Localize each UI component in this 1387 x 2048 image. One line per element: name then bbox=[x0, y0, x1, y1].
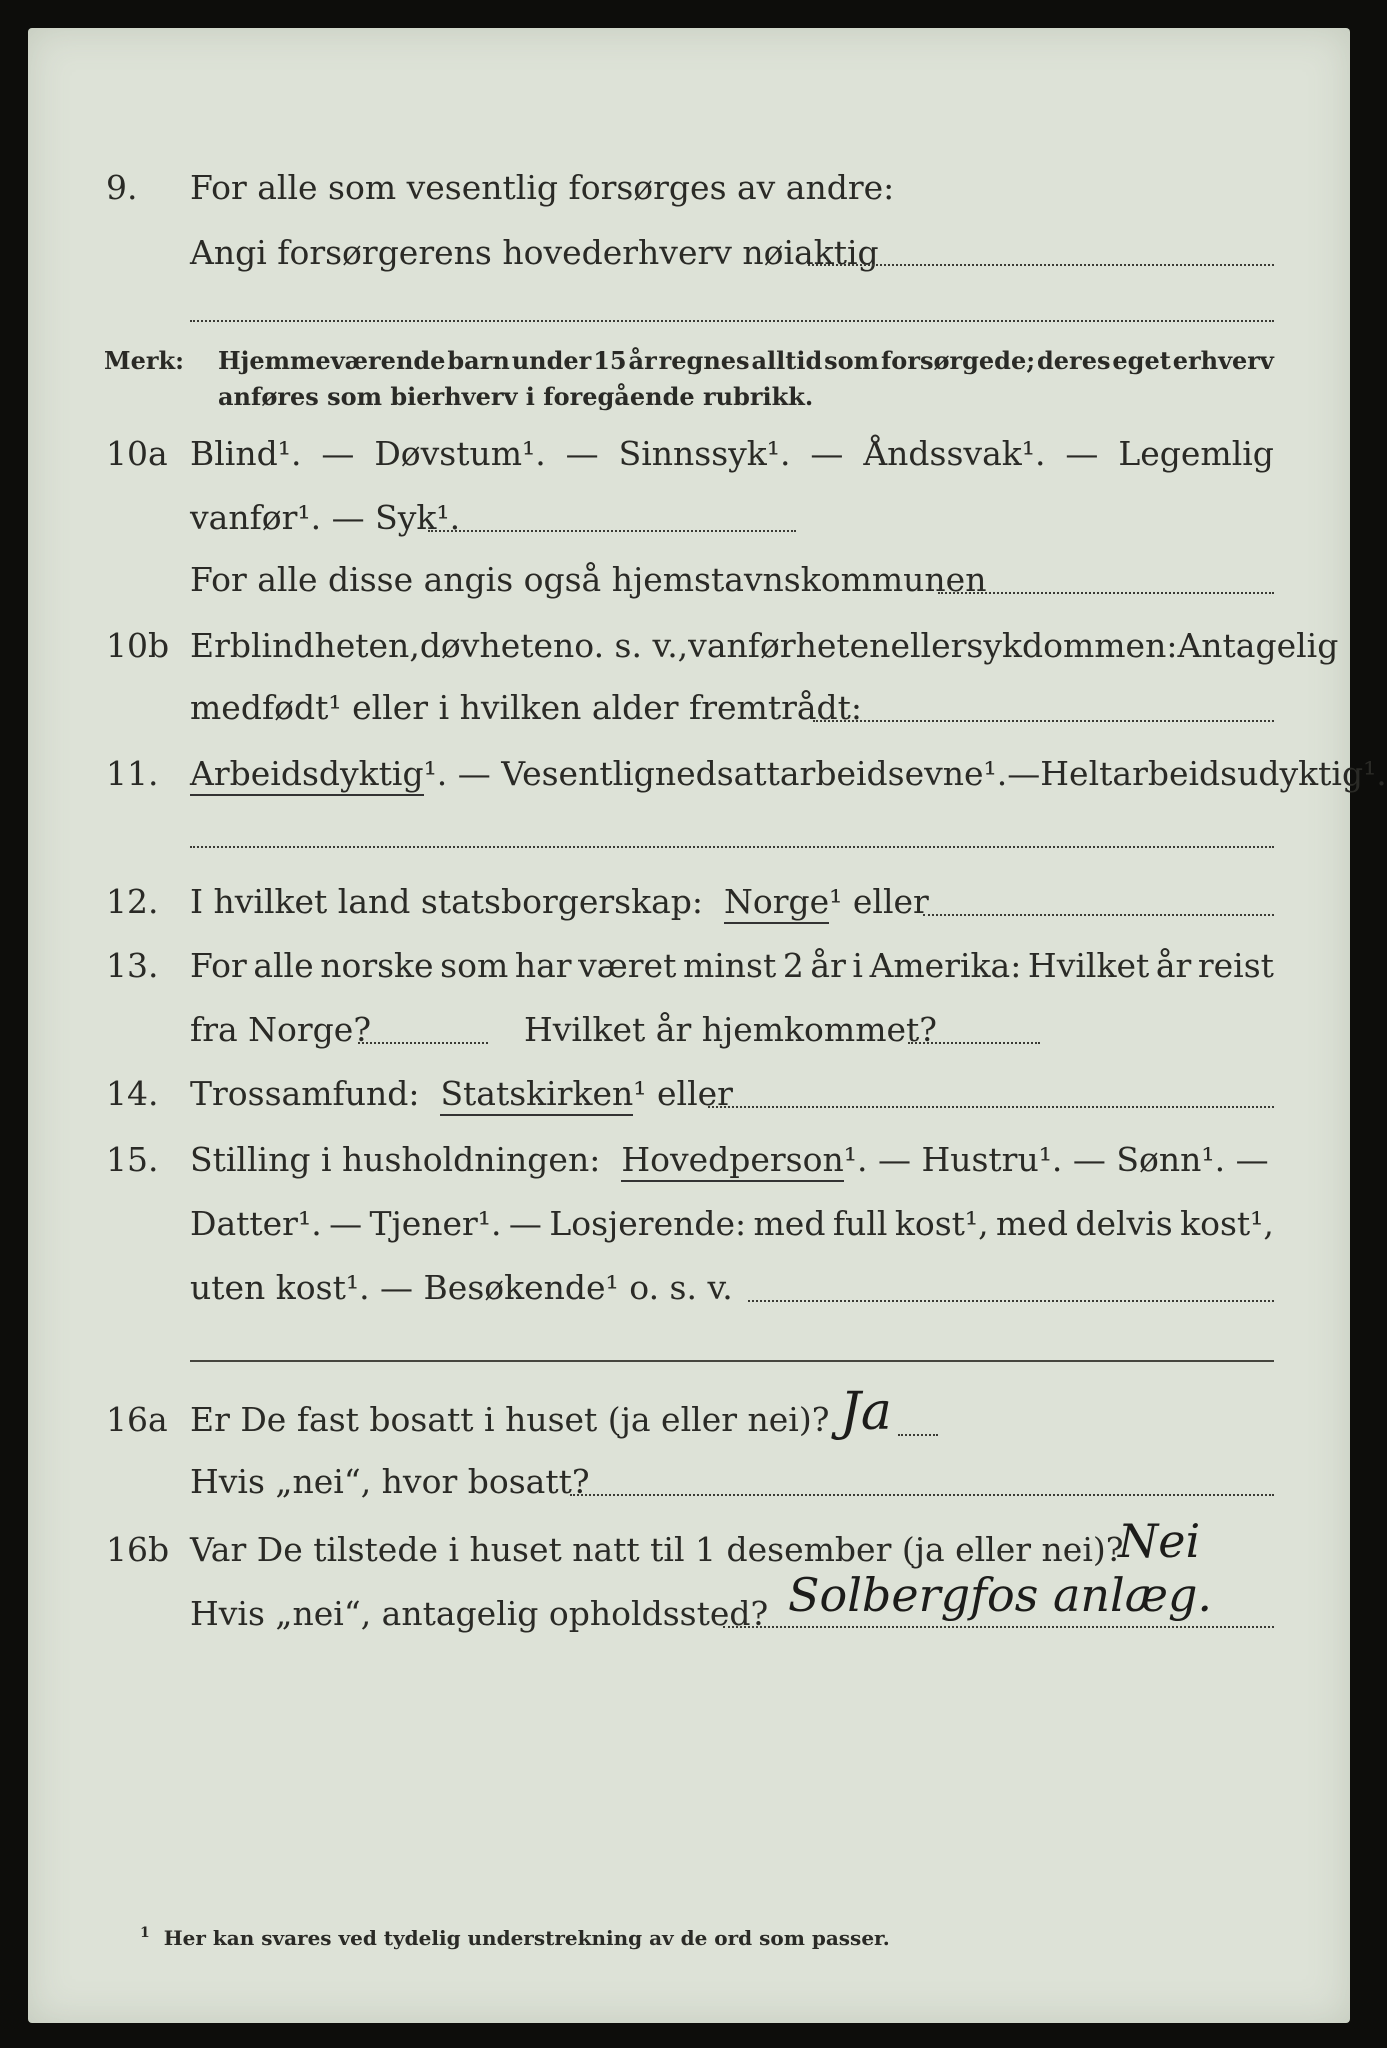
word: Legemlig bbox=[1118, 434, 1274, 473]
word: — bbox=[1065, 434, 1099, 473]
note-text: anføres som bierhverv i foregående rubrikk. bbox=[218, 382, 814, 411]
word: Åndssvak¹. bbox=[863, 434, 1046, 473]
word: Hjemmeværende bbox=[218, 346, 446, 375]
handwritten-answer[interactable]: Solbergfos anlæg. bbox=[788, 1568, 1213, 1622]
word: erhverv bbox=[1172, 346, 1274, 375]
answer-line[interactable] bbox=[808, 264, 1274, 266]
section-divider bbox=[190, 1360, 1274, 1362]
question-label: Stilling i husholdningen: bbox=[190, 1140, 601, 1179]
word: eller bbox=[890, 626, 967, 665]
question-text bbox=[190, 754, 1387, 794]
answer-line[interactable] bbox=[708, 1106, 1274, 1108]
word: — bbox=[1007, 754, 1041, 793]
answer-line[interactable] bbox=[428, 530, 796, 532]
word: Blind¹. bbox=[190, 434, 302, 473]
word: o. s. v., bbox=[574, 626, 689, 665]
question-text: Angi forsørgerens hovederhverv nøiaktig bbox=[190, 233, 879, 272]
word: Sinnssyk¹. bbox=[618, 434, 791, 473]
note-label: Merk: bbox=[104, 346, 184, 375]
question-label: Trossamfund: bbox=[190, 1074, 420, 1113]
word: 2 bbox=[782, 946, 804, 985]
question-text bbox=[190, 1140, 1269, 1180]
footnote bbox=[140, 1926, 890, 1950]
selected-option[interactable]: Hovedperson bbox=[621, 1140, 843, 1182]
word: Hvilket bbox=[1027, 946, 1150, 985]
answer-line[interactable] bbox=[723, 1626, 1274, 1628]
word: sykdommen: bbox=[966, 626, 1178, 665]
word: med bbox=[753, 1204, 826, 1243]
question-text: For alle disse angis også hjemstavnskommunen bbox=[190, 560, 987, 599]
word: i bbox=[852, 946, 863, 985]
answer-line[interactable] bbox=[190, 846, 1274, 848]
question-number: 16b bbox=[106, 1530, 170, 1569]
word: Losjerende: bbox=[549, 1204, 747, 1243]
answer-line[interactable] bbox=[923, 914, 1274, 916]
word: år bbox=[810, 946, 846, 985]
note-text bbox=[218, 344, 1274, 378]
question-label: I hvilket land statsborgerskap: bbox=[190, 882, 704, 921]
word: Helt bbox=[1040, 754, 1113, 793]
question-text: Hvis „nei“, antagelig opholdssted? bbox=[190, 1594, 769, 1633]
question-text bbox=[190, 882, 929, 922]
word: år bbox=[1155, 946, 1192, 985]
word: full bbox=[832, 1204, 888, 1243]
word: norske bbox=[320, 946, 434, 985]
question-number: 10a bbox=[106, 434, 168, 473]
word: barn bbox=[447, 346, 510, 375]
word: forsørgede; bbox=[880, 346, 1036, 375]
answer-line[interactable] bbox=[570, 1494, 1274, 1496]
word: — bbox=[321, 434, 355, 473]
answer-line[interactable] bbox=[898, 1434, 938, 1436]
word: Datter¹. bbox=[190, 1204, 322, 1243]
word: Amerika: bbox=[869, 946, 1022, 985]
word: reist bbox=[1197, 946, 1274, 985]
question-number: 14. bbox=[106, 1074, 159, 1113]
word: år bbox=[628, 346, 657, 375]
word: kost¹, bbox=[1180, 1204, 1274, 1243]
word: alltid bbox=[751, 346, 823, 375]
question-text bbox=[190, 434, 1274, 474]
question-text bbox=[190, 1074, 733, 1114]
word: har bbox=[514, 946, 572, 985]
answer-line[interactable] bbox=[358, 1042, 488, 1044]
question-suffix: ¹ eller bbox=[829, 882, 929, 921]
handwritten-answer[interactable]: Nei bbox=[1118, 1514, 1201, 1568]
word: døvheten bbox=[419, 626, 575, 665]
word: arbeidsevne¹. bbox=[779, 754, 1008, 793]
selected-option[interactable]: Norge bbox=[724, 882, 829, 924]
question-text: For alle som vesentlig forsørges av andre: bbox=[190, 168, 895, 207]
word: været bbox=[578, 946, 677, 985]
question-number: 10b bbox=[106, 626, 170, 665]
census-form-page bbox=[28, 28, 1387, 2023]
word: For bbox=[190, 946, 247, 985]
word: som bbox=[824, 346, 880, 375]
answer-line[interactable] bbox=[908, 1042, 1040, 1044]
question-text: Hvis „nei“, hvor bosatt? bbox=[190, 1462, 590, 1501]
word: med bbox=[996, 1204, 1068, 1243]
question-text: fra Norge? bbox=[190, 1010, 372, 1049]
question-text bbox=[190, 626, 1339, 666]
question-text: uten kost¹. — Besøkende¹ o. s. v. bbox=[190, 1268, 733, 1307]
question-number: 9. bbox=[106, 168, 138, 207]
word: deres bbox=[1037, 346, 1111, 375]
word: kost¹, bbox=[894, 1204, 989, 1243]
question-text: medfødt¹ eller i hvilken alder fremtrådt: bbox=[190, 688, 863, 727]
word: under bbox=[511, 346, 592, 375]
word: regnes bbox=[658, 346, 750, 375]
question-text: vanfør¹. — Syk¹. bbox=[190, 498, 461, 537]
word: eget bbox=[1112, 346, 1171, 375]
word: nedsatt bbox=[654, 754, 780, 793]
footnote-mark: 1 bbox=[140, 1925, 150, 1942]
word: — bbox=[329, 1204, 363, 1243]
word: — bbox=[565, 434, 599, 473]
word: vanførheten bbox=[688, 626, 891, 665]
word: arbeidsudyktig¹. bbox=[1112, 754, 1387, 793]
question-number: 13. bbox=[106, 946, 159, 985]
word: 15 bbox=[593, 346, 627, 375]
word: alle bbox=[253, 946, 314, 985]
selected-option[interactable]: Arbeidsdyktig bbox=[190, 754, 424, 796]
question-number: 15. bbox=[106, 1140, 159, 1179]
handwritten-answer[interactable]: Ja bbox=[840, 1382, 892, 1442]
word: Antagelig bbox=[1177, 626, 1339, 665]
question-suffix: ¹. — Hustru¹. — Sønn¹. — bbox=[843, 1140, 1269, 1179]
word: minst bbox=[682, 946, 777, 985]
word: blindheten, bbox=[229, 626, 420, 665]
word: Er bbox=[190, 626, 230, 665]
question-text bbox=[190, 946, 1274, 986]
answer-line[interactable] bbox=[813, 720, 1274, 722]
question-suffix: ¹ eller bbox=[633, 1074, 733, 1113]
question-text: Er De fast bosatt i huset (ja eller nei)? bbox=[190, 1400, 830, 1439]
footnote-text: Her kan svares ved tydelig understrekning av de ord som passer. bbox=[163, 1926, 890, 1950]
answer-line[interactable] bbox=[748, 1300, 1274, 1302]
word: Døvstum¹. bbox=[374, 434, 546, 473]
word: — bbox=[810, 434, 844, 473]
question-number: 12. bbox=[106, 882, 159, 921]
word: — bbox=[508, 1204, 542, 1243]
question-text: Var De tilstede i huset natt til 1 desember (ja eller nei)? bbox=[190, 1530, 1124, 1569]
word: delvis bbox=[1075, 1204, 1173, 1243]
selected-option[interactable]: Statskirken bbox=[440, 1074, 633, 1116]
answer-line[interactable] bbox=[938, 592, 1274, 594]
word: Tjener¹. bbox=[369, 1204, 502, 1243]
answer-line[interactable] bbox=[190, 320, 1274, 322]
word: ¹. — Vesentlig bbox=[423, 754, 655, 793]
question-number: 11. bbox=[106, 754, 159, 793]
question-text: Hvilket år hjemkommet? bbox=[524, 1010, 937, 1049]
question-number: 16a bbox=[106, 1400, 168, 1439]
word: som bbox=[440, 946, 509, 985]
question-text bbox=[190, 1204, 1274, 1244]
